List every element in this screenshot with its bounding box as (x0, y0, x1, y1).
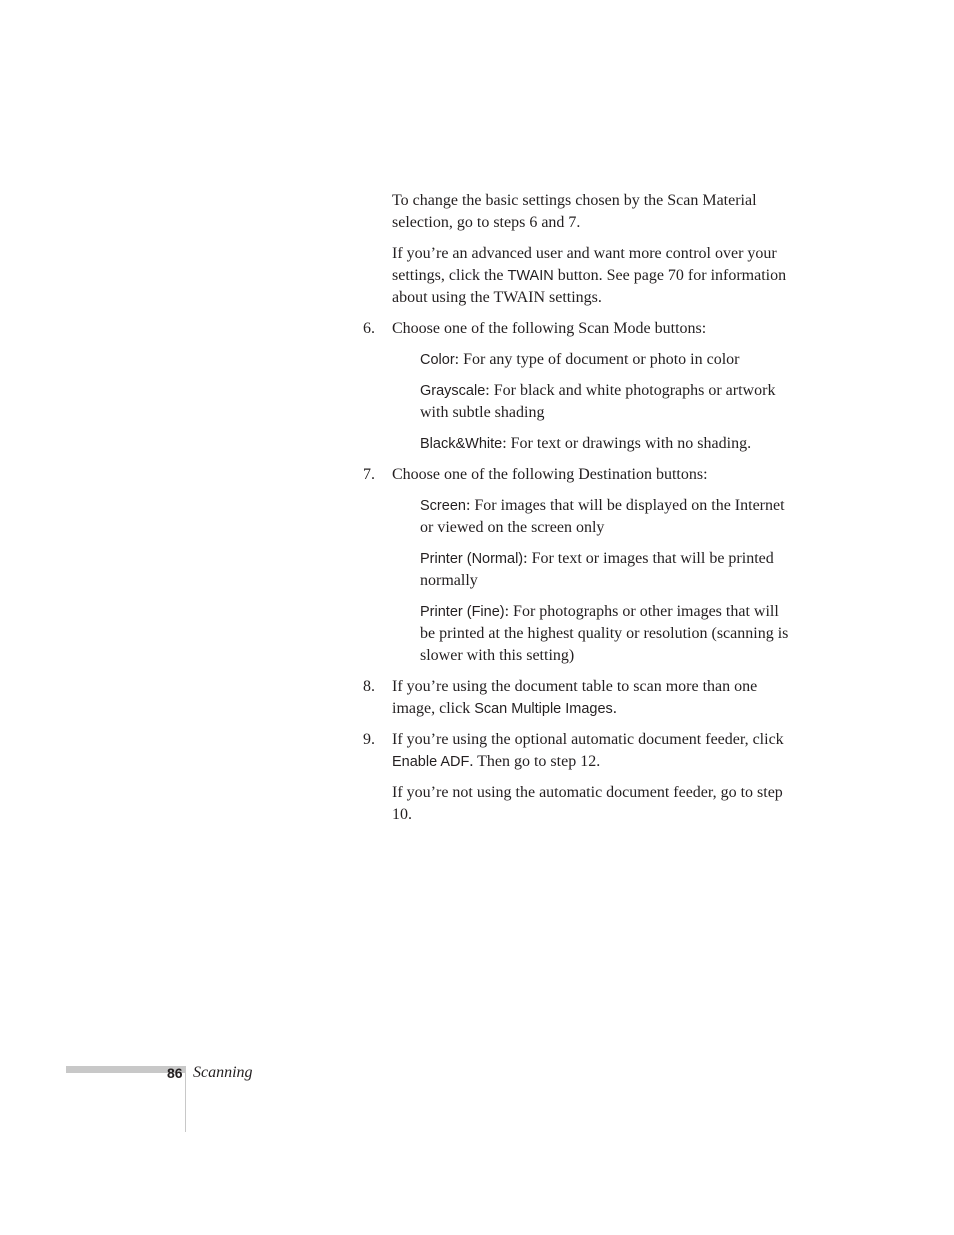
printer-normal-button-ref: Printer (Normal) (420, 551, 524, 567)
step-text: If you’re using the document table to scan more than one image, click (392, 678, 758, 717)
intro-text-2b: button. See page 70 for information about using the TWAIN settings. (392, 267, 787, 306)
step-7 (363, 464, 793, 486)
item-text: : For text or drawings with no shading. (502, 435, 752, 452)
twain-button-ref: TWAIN (507, 268, 554, 284)
step-8 (363, 676, 793, 720)
scan-mode-color (420, 349, 793, 371)
color-button-ref: Color (420, 352, 455, 368)
black-white-button-ref: Black&White (420, 436, 503, 452)
section-title: Scanning (193, 1064, 253, 1081)
intro-text-2a: If you’re an advanced user and want more control over your settings, click the (392, 245, 777, 284)
footer-divider (185, 1066, 186, 1132)
step-text-end: . Then go to step 12. (469, 753, 601, 770)
item-text: : For black and white photographs or artwork with subtle shading (420, 382, 776, 421)
printer-fine-button-ref: Printer (Fine) (420, 604, 505, 620)
intro-paragraph-1 (392, 190, 793, 234)
destination-printer-normal (420, 548, 793, 592)
step-9-note (392, 782, 793, 826)
step-text: Choose one of the following Scan Mode buttons: (392, 320, 707, 337)
item-text: : For photographs or other images that will be printed at the highest quality or resolution (scanning is slower with this setting) (420, 603, 789, 664)
step-6 (363, 318, 793, 340)
step-text: If you’re using the optional automatic document feeder, click (392, 731, 784, 748)
grayscale-button-ref: Grayscale (420, 383, 486, 399)
note-text: If you’re not using the automatic document feeder, go to step 10. (392, 784, 783, 823)
destination-printer-fine (420, 601, 793, 667)
scan-mode-grayscale (420, 380, 793, 424)
item-text: : For text or images that will be printed normally (420, 550, 774, 589)
item-text: : For images that will be displayed on the Internet or viewed on the screen only (420, 497, 785, 536)
enable-adf-ref: Enable ADF (392, 754, 470, 770)
intro-paragraph-2 (392, 243, 793, 309)
step-text: Choose one of the following Destination buttons: (392, 466, 708, 483)
scan-multiple-images-ref: Scan Multiple Images (474, 701, 613, 717)
page-content (363, 190, 793, 835)
screen-button-ref: Screen (420, 498, 466, 514)
step-number: 8. (363, 678, 375, 695)
intro-text-1: To change the basic settings chosen by the Scan Material selection, go to steps 6 and 7. (392, 192, 757, 231)
step-number: 9. (363, 731, 375, 748)
page-number: 86 (167, 1065, 183, 1081)
step-text-end: . (612, 700, 617, 717)
step-9 (363, 729, 793, 773)
item-text: : For any type of document or photo in color (454, 351, 740, 368)
destination-screen (420, 495, 793, 539)
step-number: 6. (363, 320, 375, 337)
scan-mode-bw (420, 433, 793, 455)
step-number: 7. (363, 466, 375, 483)
